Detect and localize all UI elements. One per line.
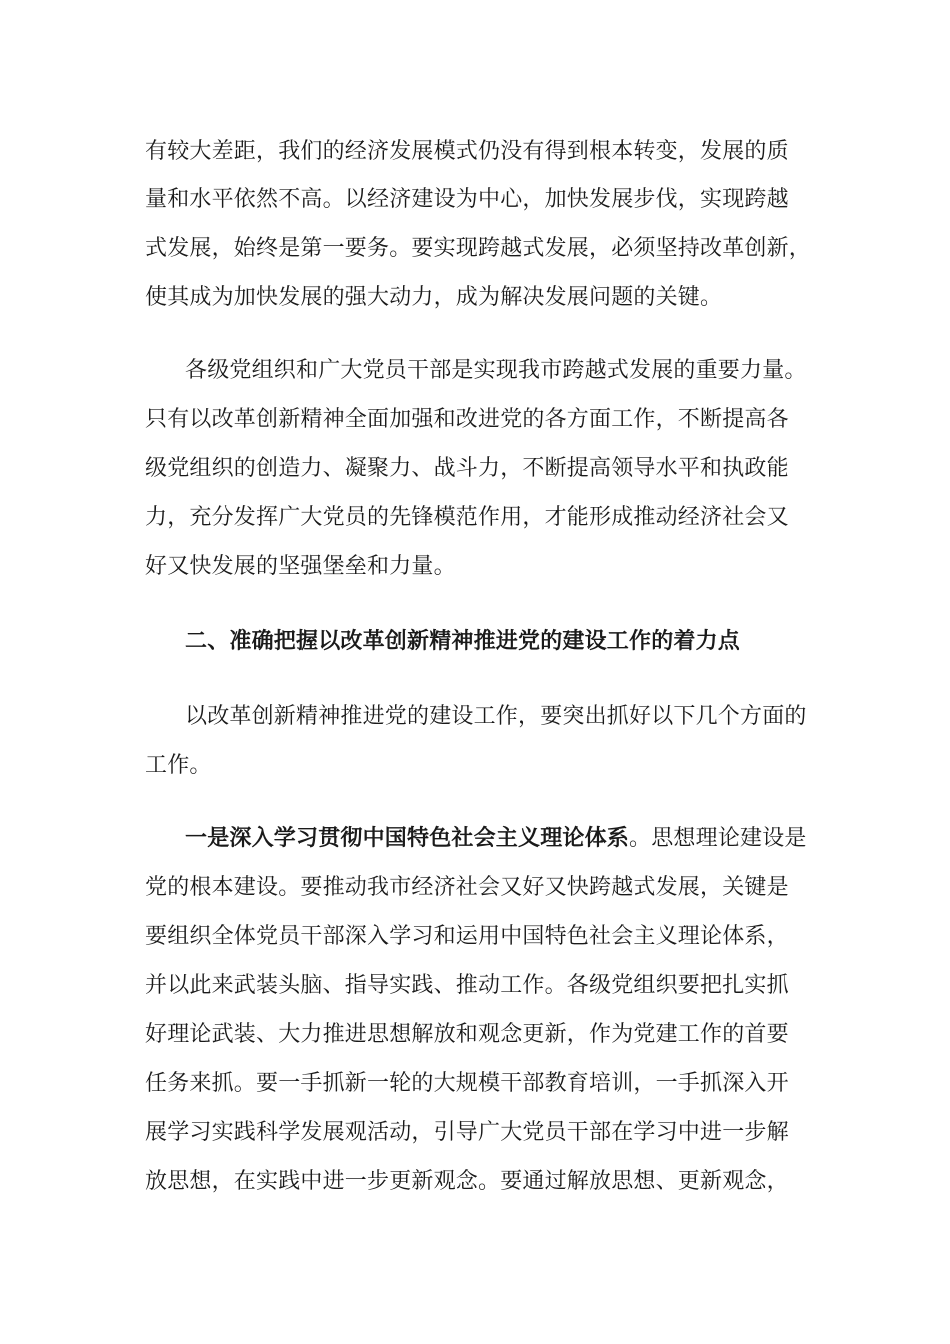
paragraph-4-lead-bold: 一是深入学习贯彻中国特色社会主义理论体系	[185, 826, 630, 851]
section-heading: 二、准确把握以改革创新精神推进党的建设工作的着力点	[185, 629, 741, 654]
paragraph-4-line-8: 放思想，在实践中进一步更新观念。要通过解放思想、更新观念，	[145, 1169, 789, 1194]
paragraph-2-line-3: 级党组织的创造力、凝聚力、战斗力，不断提高领导水平和执政能	[145, 456, 789, 481]
paragraph-1-line-4: 使其成为加快发展的强大动力，成为解决发展问题的关键。	[145, 285, 723, 310]
paragraph-4-line-4: 并以此来武装头脑、指导实践、推动工作。各级党组织要把扎实抓	[145, 973, 789, 998]
paragraph-2-line-2: 只有以改革创新精神全面加强和改进党的各方面工作，不断提高各	[145, 407, 789, 432]
paragraph-4-line-2: 党的根本建设。要推动我市经济社会又好又快跨越式发展，关键是	[145, 875, 789, 900]
paragraph-2-line-5: 好又快发展的坚强堡垒和力量。	[145, 554, 456, 579]
paragraph-1-line-3: 式发展，始终是第一要务。要实现跨越式发展，必须坚持改革创新，	[145, 236, 812, 261]
paragraph-3-line-2: 工作。	[145, 753, 212, 778]
paragraph-4-line-3: 要组织全体党员干部深入学习和运用中国特色社会主义理论体系，	[145, 924, 789, 949]
paragraph-1-line-2: 量和水平依然不高。以经济建设为中心，加快发展步伐，实现跨越	[145, 187, 789, 212]
paragraph-2-line-4: 力，充分发挥广大党员的先锋模范作用，才能形成推动经济社会又	[145, 505, 789, 530]
paragraph-4-line-5: 好理论武装、大力推进思想解放和观念更新，作为党建工作的首要	[145, 1022, 789, 1047]
paragraph-4-line-1	[185, 824, 807, 854]
paragraph-4-line-6: 任务来抓。要一手抓新一轮的大规模干部教育培训，一手抓深入开	[145, 1071, 789, 1096]
paragraph-3-line-1: 以改革创新精神推进党的建设工作，要突出抓好以下几个方面的	[185, 704, 807, 729]
paragraph-1-line-1: 有较大差距，我们的经济发展模式仍没有得到根本转变，发展的质	[145, 139, 789, 164]
paragraph-2-line-1: 各级党组织和广大党员干部是实现我市跨越式发展的重要力量。	[185, 358, 807, 383]
paragraph-4-line-7: 展学习实践科学发展观活动，引导广大党员干部在学习中进一步解	[145, 1120, 789, 1145]
paragraph-4-lead-rest: 。思想理论建设是	[629, 826, 807, 851]
